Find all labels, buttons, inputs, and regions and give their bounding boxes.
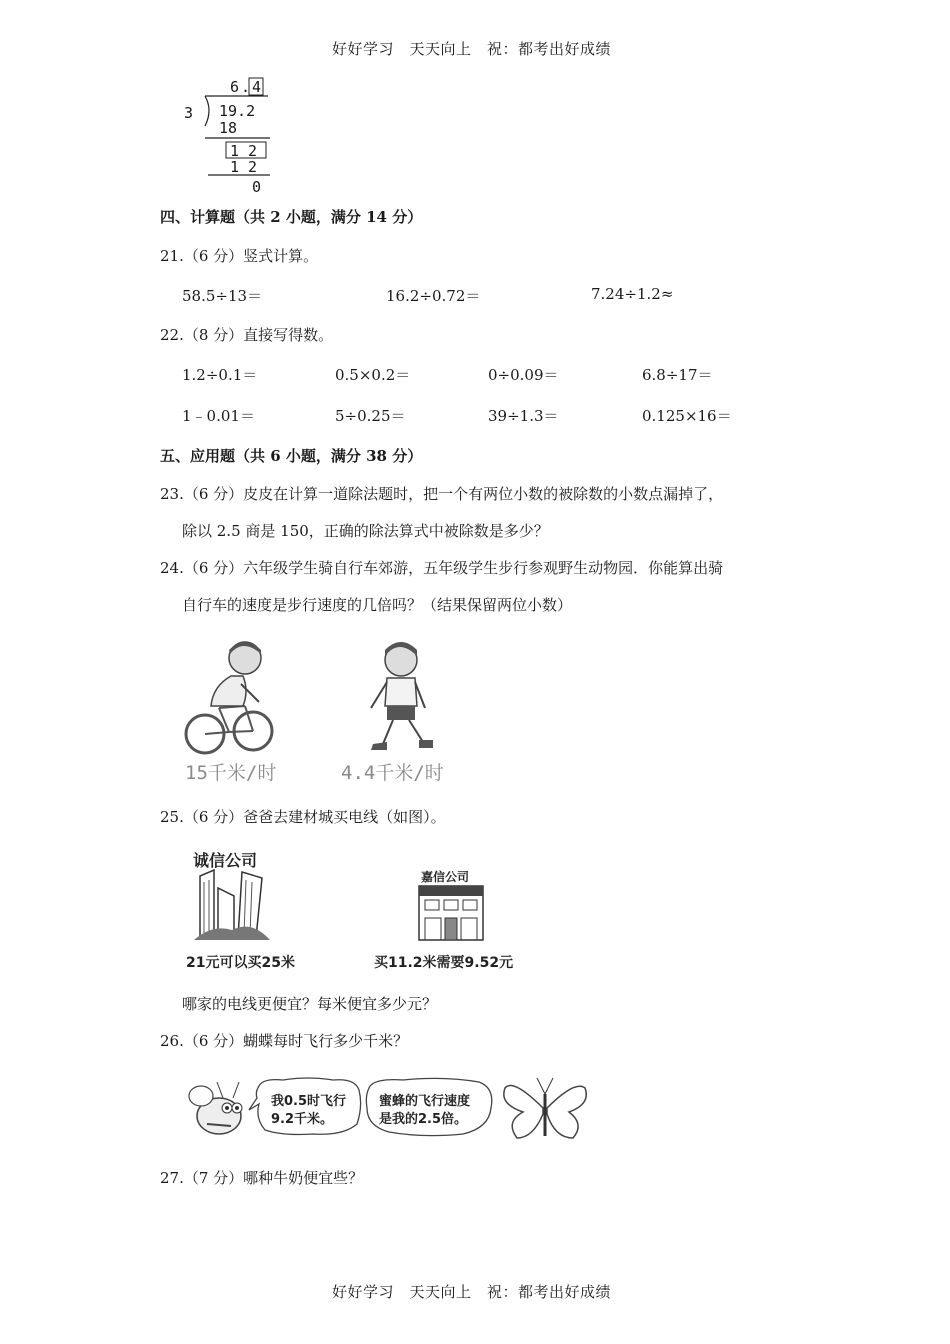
- question-23-line-2: 除以 2.5 商是 150，正确的除法算式中被除数是多少？: [182, 522, 549, 540]
- divisor: 3: [184, 104, 194, 122]
- bee-butterfly-illustration: [183, 1074, 593, 1144]
- final-remainder: 0: [252, 178, 262, 196]
- company-2-shop: [416, 884, 486, 942]
- q22-r2-item-4: 0.125×16＝: [642, 407, 732, 425]
- company-1-name: 诚信公司: [193, 851, 258, 870]
- walk-speed-caption: 4.4千米/时: [341, 762, 444, 784]
- question-25-ask: 哪家的电线更便宜？每米便宜多少元？: [182, 995, 438, 1013]
- partial-product-1: 18: [219, 119, 238, 137]
- cyclist-illustration: [183, 636, 283, 756]
- q22-r2-item-2: 5÷0.25＝: [335, 407, 406, 425]
- q22-r1-item-4: 6.8÷17＝: [642, 366, 713, 384]
- question-26: 26.（6 分）蝴蝶每时飞行多少千米？: [160, 1032, 409, 1050]
- quotient-int: 6: [230, 78, 240, 96]
- bike-speed-caption: 15千米/时: [185, 762, 277, 784]
- walker-illustration: [365, 636, 445, 756]
- skyscraper-icon: [192, 868, 272, 942]
- quotient-dot: .: [241, 78, 251, 96]
- q22-r1-item-1: 1.2÷0.1＝: [182, 366, 258, 384]
- section-5-title: 五、应用题（共 6 小题，满分 38 分）: [160, 447, 423, 465]
- question-25: 25.（6 分）爸爸去建材城买电线（如图）。: [160, 808, 446, 826]
- walker-icon: [365, 636, 445, 756]
- company-1-buildings: [192, 868, 272, 942]
- question-27: 27.（7 分）哪种牛奶便宜些？: [160, 1169, 364, 1187]
- q22-r1-item-2: 0.5×0.2＝: [335, 366, 411, 384]
- partial-product-2: 1 2: [230, 158, 258, 176]
- question-24-line-2: 自行车的速度是步行速度的几倍吗？（结果保留两位小数）: [182, 596, 573, 614]
- company-1-caption: 21元可以买25米: [186, 955, 295, 971]
- page-header: 好好学习 天天向上 祝：都考出好成绩: [332, 40, 612, 58]
- butterfly-speech-line-1: 蜜蜂的飞行速度: [379, 1094, 471, 1109]
- quotient-box-digit: 4: [252, 78, 262, 96]
- q22-r2-item-3: 39÷1.3＝: [488, 407, 559, 425]
- q21-item-2: 16.2÷0.72＝: [386, 287, 481, 305]
- bee-speech-line-1: 我0.5时飞行: [271, 1094, 347, 1109]
- section-4-title: 四、计算题（共 2 小题，满分 14 分）: [160, 208, 423, 226]
- q22-r1-item-3: 0÷0.09＝: [488, 366, 559, 384]
- q21-item-1: 58.5÷13＝: [182, 287, 263, 305]
- question-21: 21.（6 分）竖式计算。: [160, 247, 319, 265]
- shop-icon: [416, 884, 486, 942]
- company-2-caption: 买11.2米需要9.52元: [374, 955, 514, 971]
- q21-item-3: 7.24÷1.2≈: [591, 285, 674, 303]
- butterfly-speech-line-2: 是我的2.5倍。: [379, 1112, 468, 1127]
- page-footer: 好好学习 天天向上 祝：都考出好成绩: [332, 1283, 612, 1301]
- q22-r2-item-1: 1﹣0.01＝: [182, 407, 255, 425]
- boxed-remainder-row: 1 2: [230, 142, 258, 160]
- bee-speech-line-2: 9.2千米。: [271, 1112, 334, 1127]
- question-23-line-1: 23.（6 分）皮皮在计算一道除法题时，把一个有两位小数的被除数的小数点漏掉了，: [160, 485, 724, 503]
- company-2-name: 嘉信公司: [421, 870, 470, 884]
- cyclist-icon: [183, 636, 283, 756]
- question-22: 22.（8 分）直接写得数。: [160, 326, 334, 344]
- question-24-line-1: 24.（6 分）六年级学生骑自行车郊游，五年级学生步行参观野生动物园．你能算出骑: [160, 559, 724, 577]
- long-division: [178, 74, 278, 196]
- dividend: 19.2: [219, 102, 256, 120]
